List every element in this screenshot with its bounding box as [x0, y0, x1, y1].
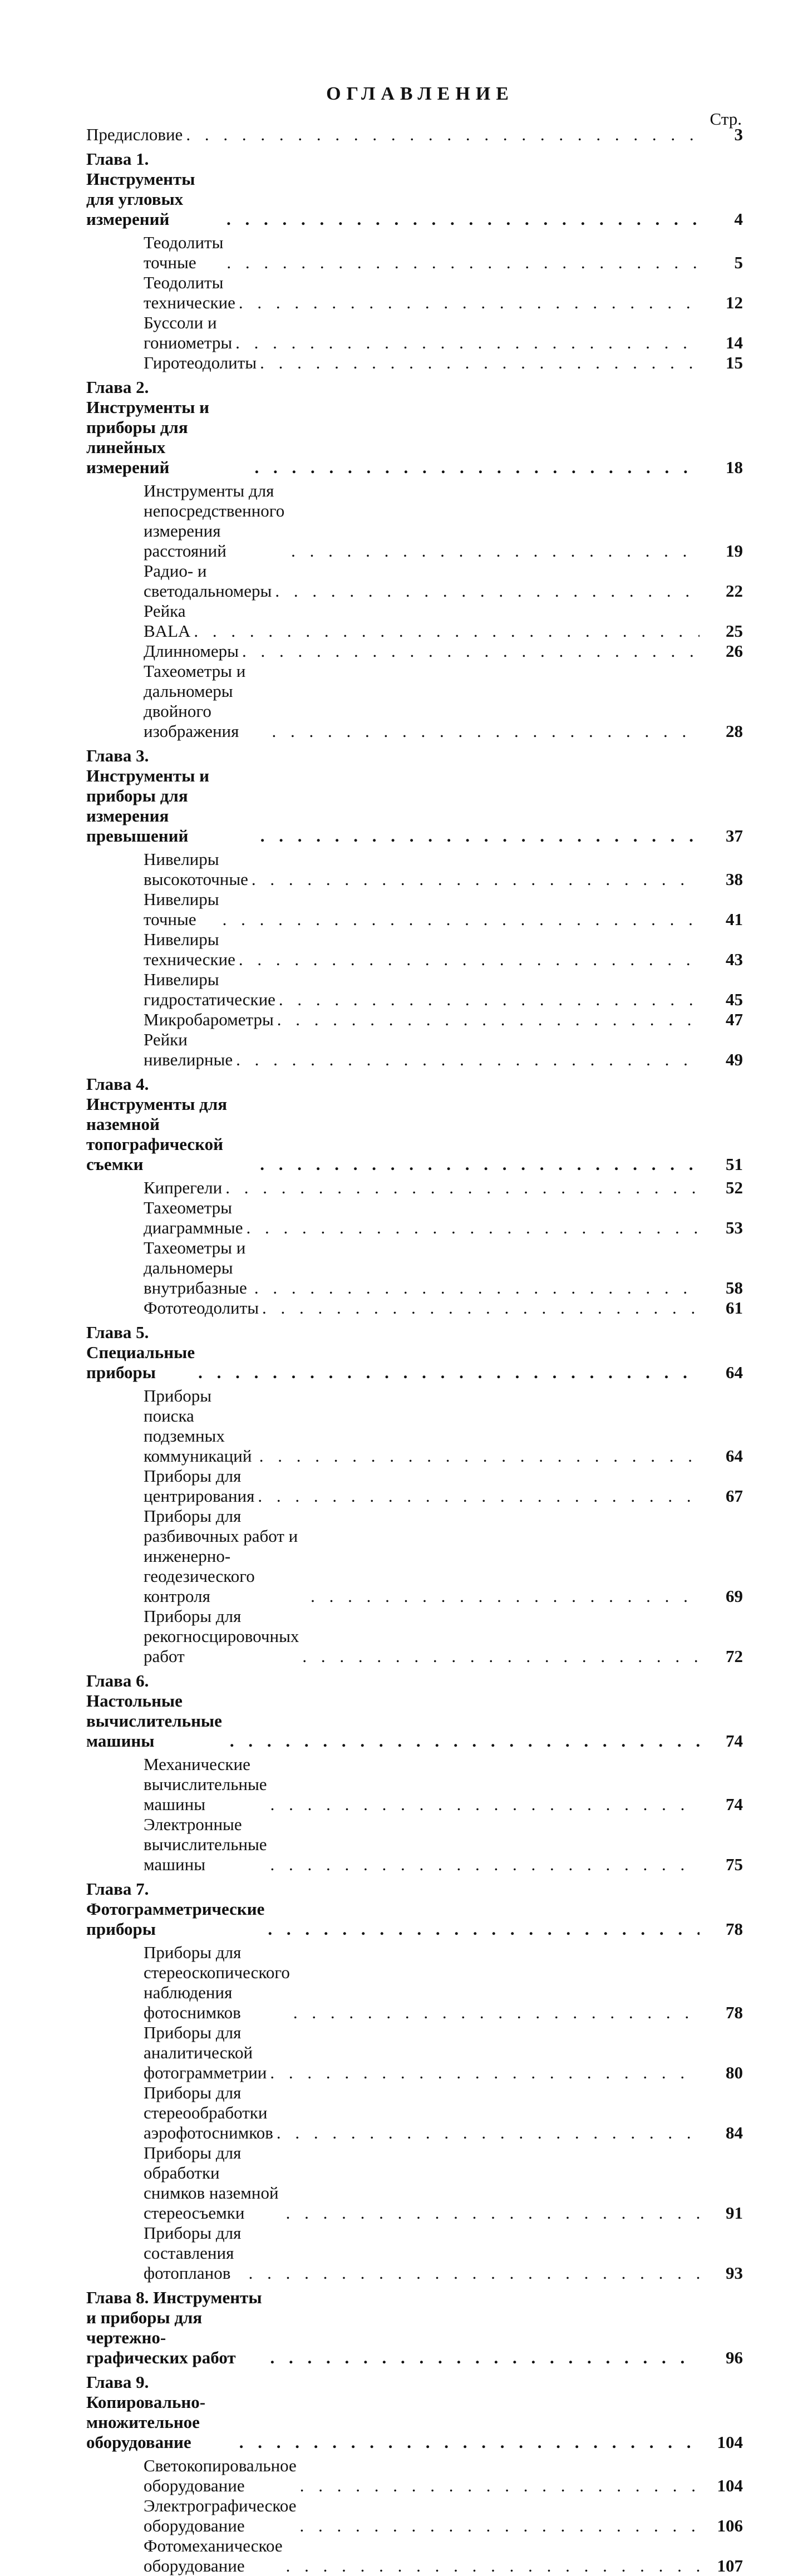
- toc-section-entry: [86, 1754, 743, 1815]
- toc-entry-title: Теодолиты точные: [144, 233, 224, 272]
- toc-page-number: 64: [726, 1363, 743, 1382]
- dot-leader: [300, 2476, 700, 2496]
- dot-leader: [225, 1178, 700, 1198]
- toc-entry-title: Нивелиры высокоточные: [144, 849, 248, 889]
- toc-entry-title: Механические вычислительные машины: [144, 1754, 267, 1814]
- toc-page-number: 43: [726, 950, 743, 969]
- dot-leader: [286, 2556, 700, 2576]
- toc-page-number: 18: [726, 458, 743, 477]
- toc-entry-title: Кипрегели: [144, 1178, 223, 1197]
- toc-page-number: 78: [726, 1919, 743, 1939]
- toc-page-number: 12: [726, 293, 743, 312]
- toc-section-entry: [86, 1506, 743, 1606]
- toc-entry-title: Светокопировальное оборудование: [144, 2456, 297, 2495]
- toc-section-entry: [86, 641, 743, 661]
- dot-leader: [226, 253, 700, 273]
- toc-section-entry: [86, 1606, 743, 1666]
- dot-leader: [262, 1298, 700, 1318]
- toc-page-number: 5: [734, 253, 743, 272]
- toc-entry-title: Радио- и светодальномеры: [144, 561, 272, 601]
- toc-page-number: 14: [726, 333, 743, 352]
- toc-entry-title: Глава 6. Настольные вычислительные машины: [86, 1671, 222, 1751]
- toc-entry-title: Глава 8. Инструменты и приборы для чертежно-графических работ: [86, 2288, 262, 2367]
- toc-page-number: 106: [717, 2516, 743, 2535]
- toc-entry-title: Рейки нивелирные: [144, 1030, 233, 1069]
- toc-page-number: 41: [726, 910, 743, 929]
- toc-page-number: 64: [726, 1446, 743, 1466]
- toc-section-entry: [86, 1238, 743, 1298]
- dot-leader: [260, 826, 700, 846]
- toc-section-entry: [86, 2143, 743, 2223]
- toc-page-number: 104: [717, 2432, 743, 2452]
- dot-leader: [255, 458, 700, 478]
- toc-section-entry: [86, 849, 743, 889]
- dot-leader: [277, 2123, 700, 2143]
- toc-chapter-entry: [86, 2372, 743, 2452]
- toc-entry-title: Тахеометры диаграммные: [144, 1198, 243, 1237]
- toc-section-entry: [86, 2536, 743, 2576]
- dot-leader: [249, 2263, 700, 2283]
- toc-section-entry: [86, 1198, 743, 1238]
- dot-leader: [293, 2003, 700, 2023]
- toc-entry-title: Приборы поиска подземных коммуникаций: [144, 1386, 252, 1466]
- toc-section-entry: [86, 1815, 743, 1875]
- toc-entry-title: Микробарометры: [144, 1010, 274, 1029]
- dot-leader: [279, 990, 700, 1010]
- dot-leader: [260, 353, 700, 373]
- toc-section-entry: [86, 481, 743, 561]
- toc-section-entry: [86, 2496, 743, 2536]
- toc-page-number: 45: [726, 990, 743, 1009]
- toc-chapter-entry: [86, 149, 743, 229]
- toc-section-entry: [86, 561, 743, 601]
- toc-section-entry: [86, 2023, 743, 2083]
- dot-leader: [236, 1050, 700, 1070]
- toc-page-number: 38: [726, 869, 743, 889]
- dot-leader: [239, 950, 700, 970]
- toc-entry-title: Глава 4. Инструменты для наземной топографической съемки: [86, 1074, 228, 1174]
- toc-page-number: 22: [726, 581, 743, 601]
- toc-section-entry: [86, 601, 743, 641]
- toc-entry-title: Буссоли и гониометры: [144, 313, 233, 352]
- dot-leader: [268, 1919, 700, 1939]
- toc-entry-title: Глава 2. Инструменты и приборы для линейных измерений: [86, 377, 210, 477]
- toc-section-entry: [86, 1466, 743, 1506]
- toc-page-number: 15: [726, 353, 743, 372]
- toc-chapter-entry: [86, 1074, 743, 1174]
- toc-page-number: 96: [726, 2348, 743, 2367]
- dot-leader: [239, 2432, 700, 2452]
- toc-chapter-entry: [86, 2288, 743, 2368]
- toc-section-entry: [86, 233, 743, 273]
- toc-chapter-entry: [86, 1671, 743, 1751]
- toc-section-entry: [86, 1010, 743, 1030]
- toc-page-number: 52: [726, 1178, 743, 1197]
- toc-page-number: 67: [726, 1486, 743, 1506]
- toc-chapter-entry: [86, 746, 743, 846]
- toc-page-number: 93: [726, 2263, 743, 2283]
- toc-page-number: 104: [717, 2476, 743, 2495]
- toc-page-number: 4: [734, 209, 743, 229]
- dot-leader: [286, 2203, 700, 2223]
- toc-entry-title: Глава 9. Копировально-множительное оборудование: [86, 2372, 206, 2452]
- toc-entry-title: Приборы для стереообработки аэрофотоснимков: [144, 2083, 273, 2142]
- toc-section-entry: [86, 930, 743, 970]
- toc-page-number: 91: [726, 2203, 743, 2223]
- toc-preface-entry: [86, 125, 743, 145]
- toc-entry-title: Рейка BALA: [144, 601, 191, 641]
- toc-page-number: 72: [726, 1646, 743, 1666]
- toc-page-number: 78: [726, 2003, 743, 2022]
- dot-leader: [194, 621, 700, 641]
- dot-leader: [277, 1010, 700, 1030]
- toc-entry-title: Приборы для стереоскопического наблюдения фотоснимков: [144, 1943, 290, 2022]
- toc-entry-title: Нивелиры гидростатические: [144, 970, 275, 1009]
- toc-entry-title: Глава 1. Инструменты для угловых измерений: [86, 149, 195, 229]
- dot-leader: [223, 910, 700, 930]
- toc-page-number: 74: [726, 1731, 743, 1751]
- dot-leader: [242, 641, 700, 661]
- toc-section-entry: [86, 1943, 743, 2023]
- dot-leader: [300, 2516, 700, 2536]
- dot-leader: [239, 293, 700, 313]
- toc-page-number: 37: [726, 826, 743, 845]
- toc-entry-title: Электрографическое оборудование: [144, 2496, 297, 2535]
- toc-entry-title: Фототеодолиты: [144, 1298, 259, 1318]
- toc-chapter-entry: [86, 1879, 743, 1939]
- toc-entry-title: Глава 7. Фотограмметрические приборы: [86, 1879, 265, 1939]
- toc-entry-title: Приборы для обработки снимков наземной стереосъемки: [144, 2143, 279, 2223]
- toc-page-number: 49: [726, 1050, 743, 1069]
- toc-page-number: 26: [726, 641, 743, 661]
- toc-entry-title: Электронные вычислительные машины: [144, 1815, 267, 1874]
- toc-entry-title: Приборы для аналитической фотограмметрии: [144, 2023, 267, 2082]
- dot-leader: [311, 1586, 700, 1606]
- toc-page-number: 3: [734, 125, 743, 144]
- toc-page-number: 28: [726, 721, 743, 741]
- toc-entry-title: Предисловие: [86, 125, 183, 144]
- toc-entry-title: Приборы для центрирования: [144, 1466, 255, 1506]
- dot-leader: [270, 2348, 700, 2368]
- toc-page-number: 107: [717, 2556, 743, 2575]
- toc-entry-title: Длинномеры: [144, 641, 239, 661]
- dot-leader: [272, 721, 700, 741]
- toc-page-number: 19: [726, 541, 743, 561]
- toc-page-number: 47: [726, 1010, 743, 1029]
- toc-page-number: 61: [726, 1298, 743, 1318]
- toc-page-number: 84: [726, 2123, 743, 2142]
- dot-leader: [302, 1646, 700, 1666]
- page-title: ОГЛАВЛЕНИЕ: [326, 83, 514, 104]
- dot-leader: [270, 1855, 700, 1875]
- toc-entry-title: Тахеометры и дальномеры двойного изображения: [144, 661, 246, 741]
- toc-entry-title: Инструменты для непосредственного измерения расстояний: [144, 481, 285, 561]
- toc-page-number: 51: [726, 1154, 743, 1174]
- toc-chapter-entry: [86, 377, 743, 478]
- toc-page-number: 80: [726, 2063, 743, 2082]
- toc-section-entry: [86, 2456, 743, 2496]
- toc-section-entry: [86, 2223, 743, 2283]
- toc-entry-title: Нивелиры технические: [144, 930, 235, 969]
- toc-page-number: 75: [726, 1855, 743, 1874]
- dot-leader: [258, 1486, 700, 1506]
- toc-list: [86, 125, 743, 2576]
- page-column-label: Стр.: [710, 109, 742, 129]
- toc-page-number: 53: [726, 1218, 743, 1237]
- toc-entry-title: Тахеометры и дальномеры внутрибазные: [144, 1238, 247, 1297]
- toc-entry-title: Приборы для составления фотопланов: [144, 2223, 242, 2283]
- toc-section-entry: [86, 889, 743, 930]
- toc-entry-title: Глава 5. Специальные приборы: [86, 1323, 195, 1382]
- dot-leader: [270, 2063, 700, 2083]
- toc-section-entry: [86, 353, 743, 373]
- toc-chapter-entry: [86, 1323, 743, 1383]
- dot-leader: [254, 1278, 700, 1298]
- toc-section-entry: [86, 1386, 743, 1466]
- toc-entry-title: Нивелиры точные: [144, 889, 219, 929]
- toc-section-entry: [86, 1030, 743, 1070]
- dot-leader: [259, 1446, 700, 1466]
- toc-section-entry: [86, 1298, 743, 1318]
- dot-leader: [186, 125, 700, 145]
- dot-leader: [247, 1218, 700, 1238]
- toc-page-number: 69: [726, 1586, 743, 1606]
- toc-section-entry: [86, 661, 743, 741]
- toc-section-entry: [86, 1178, 743, 1198]
- dot-leader: [291, 541, 700, 561]
- dot-leader: [235, 333, 700, 353]
- toc-page-number: 25: [726, 621, 743, 641]
- toc-entry-title: Теодолиты технические: [144, 273, 235, 312]
- toc-entry-title: Приборы для разбивочных работ и инженерно-геодезического контроля: [144, 1506, 298, 1606]
- toc-entry-title: Приборы для рекогносцировочных работ: [144, 1606, 299, 1666]
- table-of-contents: [86, 83, 743, 2576]
- toc-entry-title: Гиротеодолиты: [144, 353, 257, 372]
- dot-leader: [260, 1154, 700, 1174]
- toc-page-number: 58: [726, 1278, 743, 1297]
- toc-entry-title: Глава 3. Инструменты и приборы для измерения превышений: [86, 746, 210, 845]
- dot-leader: [270, 1795, 700, 1815]
- dot-leader: [230, 1731, 700, 1751]
- toc-section-entry: [86, 970, 743, 1010]
- dot-leader: [198, 1363, 700, 1383]
- toc-entry-title: Фотомеханическое оборудование: [144, 2536, 283, 2575]
- toc-section-entry: [86, 313, 743, 353]
- dot-leader: [275, 581, 700, 601]
- toc-section-entry: [86, 273, 743, 313]
- dot-leader: [226, 209, 700, 229]
- dot-leader: [252, 869, 700, 889]
- toc-page-number: 74: [726, 1795, 743, 1814]
- toc-section-entry: [86, 2083, 743, 2143]
